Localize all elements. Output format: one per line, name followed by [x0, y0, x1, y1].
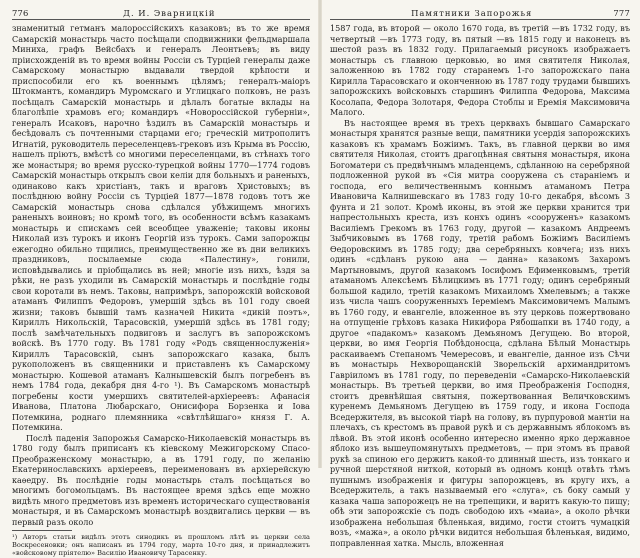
right-page	[322, 0, 640, 548]
right-running-head	[330, 8, 630, 20]
left-page-number: 776	[12, 8, 29, 18]
right-paragraph-1: 1587 года, въ второй — около 1670 года, въ третій —въ 1732 году, въ четвертый —въ 1773 году, въ пятый —въ 1815 году и наконецъ въ шестой разъ въ 1832 году. Прилагаемый рисунокъ изображаетъ монастырь съ главною церковью, во имя святителя Николая, заложенною въ 1782 году старанемъ 1-го запорожскаго пана Кирилла Тарасовскаго и оконченною въ 1787 году трудами бывшихъ запорожскихъ войсковыхъ старшинъ Филиппа Федорова, Максима Косолапа, Федора Золотаря, Федора Стоблы и Еремія Максимовича Малого.	[330, 23, 630, 117]
left-paragraph-2: Послѣ паденія Запорожья Самарско-Николаевскій монастырь въ 1780 году былъ приписанъ къ кіевскому Межигорскому Спасо-Преображенскому монастырю, а въ 1791 году, по желанію Екатеринославскихъ архіереевъ, переименованъ въ архіерейскую каѳедру. Въ послѣдніе годы монастырь сталъ посѣщаться во многимъ богомольцамъ. Въ настоящее время здѣсь еще можно видѣть много предметовъ изъ временъ историческаго существованія монастыря, и въ Самарскомъ монастырѣ воздвигались церкви — въ первый разъ около	[12, 432, 310, 527]
left-paragraph-1: знаменитый гетманъ малороссійскихъ казаковъ; въ то же время Самарскій монастырь часто посѣщали сподвижники фельдмаршала Миниха, графъ Вейсбахъ и генералъ Леонтьевъ; въ виду пріисхожденій въ то время войны Россіи съ Турціей генералы даже Самарскому монастырю выдавали твердой крѣпости и приспособили его къ военнымъ цѣлямъ; генералъ-маіоръ Штокмантъ, командиръ Муромскаго и Углицкаго полковъ, не разъ посѣщалъ Самарскій монастырь и дѣлалъ богатые вклады на благолѣпіе храмовъ его; командиръ «Новороссійской губерніи», генералъ Исаковъ, нарочно ѣздилъ въ Самарскій монастырь и бесѣдовалъ съ почтенными старцами его; греческій митрополитъ Игнатій, руководитель переселенцевъ-грековъ изъ Крыма въ Россію, нашелъ пріютъ, вмѣстѣ со многими переселенцами, въ стѣнахъ того же монастыря; во время русско-турецкой войны 1770—1774 годовъ Самарскій монастырь открылъ свои келіи для больныхъ и раненыхъ, одинаково какъ христіанъ, такъ и враговъ Христовыхъ; въ послѣднюю войну Россіи съ Турціей 1877—1878 годовъ тотъ же Самарскій монастырь снова сдѣлался убѣжищемъ многихъ раненыхъ воиновъ; но кромѣ того, въ особенности всѣмъ казакамъ монастырь и спискамъ сей всеобщее уваженіе; таковы иконы Николай изъ турокъ и иконъ Георгій изъ турокъ. Сами запорожцы ежегодно обильно тщились, преимущественно же въ дни великихъ праздниковъ, посылаемые сюда «Палестину», гонили, исповѣдывались и пріобщались въ ней; многіе изъ нихъ, ѣздя за рѣки, не разъ уходили въ Самарскій монастырь и послѣдніе годы свои коротали въ немъ. Таковы, напримѣръ, запорожскій войсковой атаманъ Филиппъ Федоровъ, умершій здѣсь въ 101 году своей жизни; таковъ бывшій тамъ казначей Никита «дикій поэтъ», Кириллъ Никольскій, Тарасовскій, умершій здѣсь въ 1781 году; послѣ замѣчательныхъ подвиговъ и заслугъ въ запорожскомъ войскѣ. Въ 1770 году. Въ 1781 году «Родъ священнослуженія» Кириллъ Тарасовскій, сынъ запорожскаго казака, былъ рукоположенъ въ священники и приставленъ къ Самарскому монастырю. Кошевой атаманъ Калнышевскій былъ погребенъ въ немъ 1784 года, декабря дня 4-го ¹). Въ Самарскомъ монастырѣ погребены кости умершихъ святителей-архіереевъ: Афанасія Иванова, Платона Любарскаго, Онисифора Борзенка и Іова Потемкина, роднаго племянника «свѣтлѣйшаго» князя Г. А. Потемкина.	[12, 23, 310, 432]
left-page	[0, 0, 318, 558]
left-footnote	[12, 533, 310, 558]
left-running-head	[12, 8, 310, 20]
footnote-divider	[12, 530, 72, 531]
right-body-text	[330, 23, 630, 548]
right-header-title: Памятники Запорожья	[411, 8, 533, 18]
footnote-text: ¹) Авторъ статьи видѣлъ этотъ синодикъ въ прошломъ лѣтѣ въ церкви села Воскресеновки; онъ написанъ въ 1794 году, марта 10-го дня, и принадлежитъ «войсковому пріятелю» Василію Ивановичу Тарасенку.	[12, 533, 310, 558]
right-page-number: 777	[613, 8, 630, 18]
left-header-title: Д. И. Эварницкій	[123, 8, 216, 18]
right-paragraph-2: Въ настоящее время въ трехъ церквахъ бывшаго Самарскаго монастыря хранятся разные вещи, памятники усердія запорожскихъ казаковъ къ храмамъ Божіимъ. Такъ, въ главной церкви во имя святителя Николая, стоитъ драгоцѣнная святыня монастыря, икона Богоматери съ предвѣчнымъ младенцемъ, сдѣланною на серебряной подложенной рукой въ «Сія митра сооружена съ стараніемъ и господа, его величественнымъ коннымъ атаманомъ Петра Ивановича Калнишевскаго въ 1783 году 10-го декабря, вѣсомъ 3 фунта и 21 золот. Кромѣ иконы, въ этой же церкви хранится три напрестольныхъ креста, изъ конхъ одинъ «сооруженъ» казакомъ Василіемъ Грекомъ въ 1763 году, другой — казакомъ Андреемъ Зыбчиковымъ въ 1768 году, третій рабомъ Божіимъ Василіемъ Ѳедоровскимъ въ 1785 году; два серебряныхъ ковчега; изъ нихъ одинъ «сдѣланъ рукою ана — данна» казакомъ Захаромъ Мартыновымъ, другой казакомъ Іосифомъ Ефименковымъ, третій атаманомъ Алексѣемъ Бѣлицкимъ въ 1771 году; одинъ серебряный большой кадило, третій казакомъ Михаиломъ Хмелевымъ; а также изъ числа чашъ сооруженныхъ Іереміемъ Максимовичемъ Малымъ въ 1760 году, и евангеліе, вложенное въ эту церковь пожертвовано на отпущеніе грѣховъ казака Никифора Рябошапки въ 1740 году, а другое «падакомъ» казакомъ Демьяномъ Дегущею. Во второй, церкви, во имя Георгія Побѣдоносца, сдѣлана Бѣлый Монастырь раскаиваемъ Степаномъ Чемересовъ, и евангеліе, данное изъ Сѣчи въ монастырь Нехворощанскій Зворельскій архимандритомъ Гавріиломъ въ 1781 году, по переведеніи «Самарско-Николаевскій монастырь. Въ третьей церкви, во имя Преображенія Господня, стоитъ древнѣйшая святыня, пожертвованная Величковскимъ куренемъ Демьяномъ Дегущею въ 1759 году, и икона Господа Вседержителя, въ высокой тіарѣ на голову, въ пурпуровой мантіи на плечахъ, съ крестомъ въ правой рукѣ и съ державнымъ яблокомъ въ лѣвой. Въ этой иконѣ особенно интересно именно ярко державное яблоко изъ вышеупомянутыхъ предметовъ, — при этомъ въ правой рукѣ за спиною его держитъ какой-то длинный шесть, изъ тонкаго и ручной шерстяной ниткой, который въ одномъ концѣ отвѣть тѣмъ пушнымъ изображенія и фигуры запорожцевъ, въ кругу ихъ, а Вседержитель, а такъ называемый его «слуга», съ боку самый у казака чаша запорожецъ не на трепещики, и варитъ какую-то пищу; обѣ эти запорожскіе съ подъ свободою ихъ «маиа», а около рѣчки изображена небольшая бѣленькая, видимо, гости стоитъ чумацкій возъ, «мажа», а около рѣчки видится небольшая бѣленькая, видимо, поправленная хатка. Мысль, вложенная	[330, 117, 630, 548]
left-body-text	[12, 23, 310, 527]
